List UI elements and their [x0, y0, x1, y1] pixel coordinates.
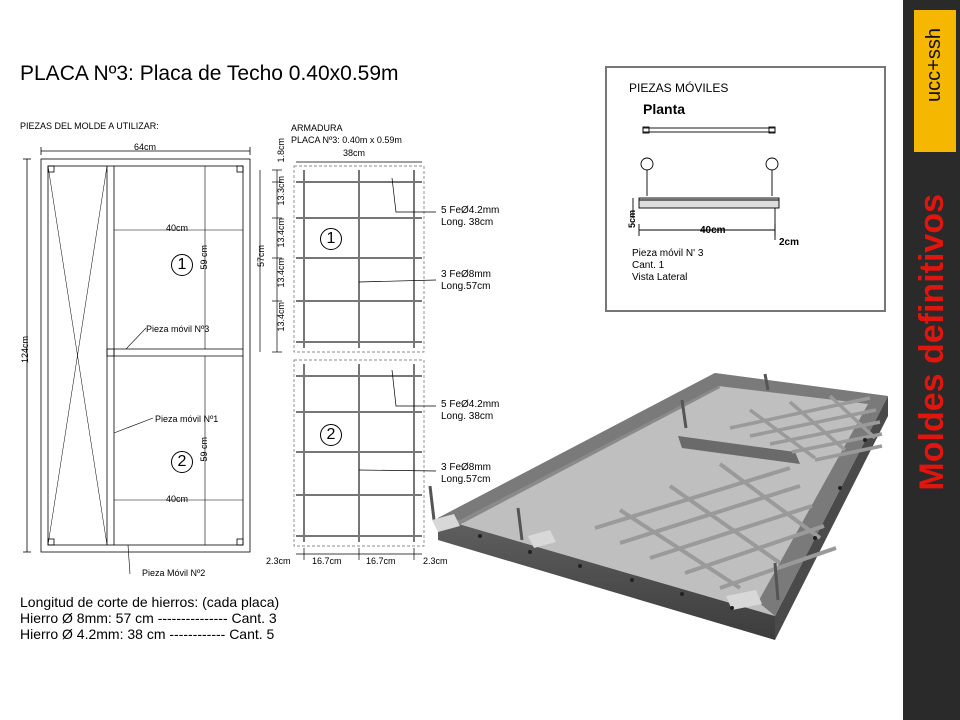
armadura-bars-long-len-1: Long.57cm	[441, 281, 491, 292]
armadura-seg-b: 13.4cm	[276, 218, 286, 248]
molde-heading: PIEZAS DEL MOLDE A UTILIZAR:	[20, 121, 159, 131]
cut-list-line-2: Hierro Ø 4.2mm: 38 cm ------------ Cant. 5	[20, 626, 275, 642]
page-title: PLACA Nº3: Placa de Techo 0.40x0.59m	[20, 62, 399, 85]
armadura-height-label: 57cm	[256, 245, 266, 268]
mold-drawing	[18, 138, 258, 578]
molde-cell-1-marker: 1	[171, 254, 193, 276]
armadura-panel-2-marker: 2	[320, 424, 342, 446]
cut-list-line-1: Hierro Ø 8mm: 57 cm --------------- Cant. 3	[20, 610, 277, 626]
armadura-seg-c: 13.4cm	[276, 258, 286, 288]
armadura-bars-long-2: 3 FeØ8mm	[441, 462, 492, 473]
pieza-desc-3: Vista Lateral	[632, 272, 688, 283]
armadura-bars-long-len-2: Long.57cm	[441, 474, 491, 485]
pieza-desc-2: Cant. 1	[632, 260, 665, 271]
cut-list-heading: Longitud de corte de hierros: (cada placa)	[20, 594, 280, 610]
piezas-moviles-planta: Planta	[643, 101, 686, 117]
molde-cell-height-2: 59 cm	[199, 437, 209, 462]
side-title: Moldes definitivos	[913, 194, 951, 491]
armadura-placa: PLACA Nº3: 0.40m x 0.59m	[291, 135, 402, 145]
molde-cell-height-1: 59 cm	[199, 245, 209, 270]
molde-pieza-3-label: Pieza móvil Nº3	[146, 324, 210, 334]
molde-pieza-2-label: Pieza Móvil Nº2	[142, 568, 206, 578]
armadura-panel-1-marker: 1	[320, 228, 342, 250]
brand-badge-text: ucc+ssh	[923, 28, 945, 102]
pieza-desc-1: Pieza móvil N' 3	[632, 248, 704, 259]
mold-3d-render	[420, 368, 900, 648]
armadura-width-label: 38cm	[343, 148, 366, 158]
molde-height-label: 124cm	[20, 336, 30, 364]
molde-width-label: 64cm	[134, 142, 157, 152]
molde-cell-2-marker: 2	[171, 451, 193, 473]
armadura-seg-d: 13.4cm	[276, 302, 286, 332]
molde-inner-width-1: 40cm	[166, 223, 189, 233]
armadura-seg-top: 1.8cm	[276, 138, 286, 163]
armadura-bars-short-len-2: Long. 38cm	[441, 411, 494, 422]
piezas-moviles-heading: PIEZAS MÓVILES	[629, 81, 729, 95]
cut-list	[20, 594, 279, 642]
brand-badge	[914, 10, 956, 152]
armadura-bottom-edge-2: 2.3cm	[423, 556, 448, 566]
pieza-dim-height: 5cm	[627, 210, 637, 229]
armadura-bars-short-len-1: Long. 38cm	[441, 217, 494, 228]
molde-pieza-1-label: Pieza móvil Nº1	[155, 414, 219, 424]
armadura-bars-long-1: 3 FeØ8mm	[441, 269, 492, 280]
pieza-dim-small: 2cm	[779, 237, 800, 248]
pieza-movil-drawing	[615, 120, 875, 255]
armadura-bars-short-1: 5 FeØ4.2mm	[441, 205, 500, 216]
armadura-bottom-edge-1: 2.3cm	[266, 556, 291, 566]
armadura-heading: ARMADURA	[291, 123, 343, 133]
armadura-bottom-mid-2: 16.7cm	[366, 556, 396, 566]
armadura-bars-short-2: 5 FeØ4.2mm	[441, 399, 500, 410]
armadura-bottom-mid-1: 16.7cm	[312, 556, 342, 566]
molde-inner-width-2: 40cm	[166, 494, 189, 504]
pieza-dim-width: 40cm	[700, 225, 726, 236]
armadura-seg-a: 13.3cm	[276, 176, 286, 206]
